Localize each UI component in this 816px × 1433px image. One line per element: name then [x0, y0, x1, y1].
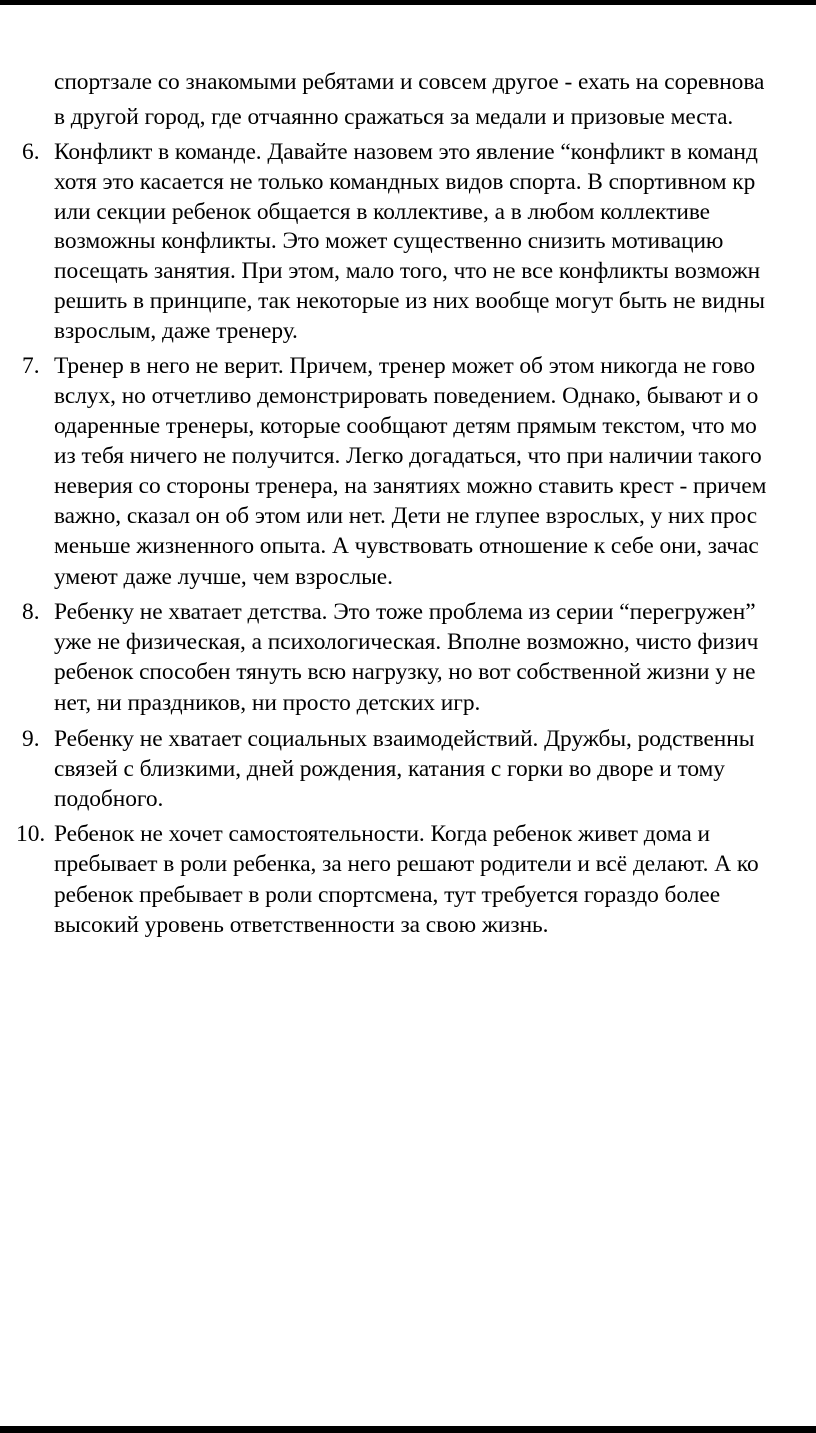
text-line: Ребенку не хватает социальных взаимодействий. Дружбы, родственны: [54, 726, 755, 752]
text-line: нет, ни праздников, ни просто детских игр.: [54, 690, 481, 716]
list-item-number: 7.: [22, 353, 40, 379]
list-item-number: 10.: [16, 821, 46, 847]
text-line: важно, сказал он об этом или нет. Дети не глупее взрослых, у них прос: [54, 503, 758, 529]
text-line: высокий уровень ответственности за свою жизнь.: [54, 912, 549, 938]
text-line: Конфликт в команде. Давайте назовем это явление “конфликт в команд: [54, 139, 758, 165]
text-line: посещать занятия. При этом, мало того, что не все конфликты возможн: [54, 258, 761, 284]
text-line: Ребенок не хочет самостоятельности. Когда ребенок живет дома и: [54, 821, 710, 847]
text-line: меньше жизненного опыта. А чувствовать отношение к себе они, зачас: [54, 533, 759, 559]
text-line: одаренные тренеры, которые сообщают детям прямым текстом, что мо: [54, 413, 757, 439]
text-line: пребывает в роли ребенка, за него решают родители и всё делают. А ко: [54, 851, 759, 877]
text-line: взрослым, даже тренеру.: [54, 318, 298, 344]
text-line: умеют даже лучше, чем взрослые.: [54, 564, 393, 590]
list-item-number: 6.: [22, 139, 40, 165]
text-line: в другой город, где отчаянно сражаться за медали и призовые места.: [54, 104, 734, 130]
text-line: вслух, но отчетливо демонстрировать поведением. Однако, бывают и о: [54, 383, 759, 409]
text-line: или секции ребенок общается в коллективе, а в любом коллективе: [54, 199, 711, 225]
text-line: хотя это касается не только командных видов спорта. В спортивном кр: [54, 169, 756, 195]
list-item-number: 9.: [22, 726, 40, 752]
text-line: ребенок пребывает в роли спортсмена, тут требуется гораздо более: [54, 882, 721, 908]
text-line: спортзале со знакомыми ребятами и совсем другое - ехать на соревнова: [54, 69, 765, 95]
text-line: ребенок способен тянуть всю нагрузку, но вот собственной жизни у не: [54, 659, 756, 685]
bottom-border: [0, 1426, 816, 1433]
text-line: уже не физическая, а психологическая. Вполне возможно, чисто физич: [54, 629, 759, 655]
text-line: связей с близкими, дней рождения, катания с горки во дворе и тому: [54, 756, 725, 782]
text-line: Ребенку не хватает детства. Это тоже проблема из серии “перегружен”: [54, 599, 756, 625]
text-line: Тренер в него не верит. Причем, тренер может об этом никогда не гово: [54, 353, 756, 379]
text-line: решить в принципе, так некоторые из них вообще могут быть не видны: [54, 288, 765, 314]
text-line: возможны конфликты. Это может существенно снизить мотивацию: [54, 228, 724, 254]
text-line: из тебя ничего не получится. Легко догадаться, что при наличии такого: [54, 443, 762, 469]
text-line: подобного.: [54, 786, 164, 812]
text-line: неверия со стороны тренера, на занятиях можно ставить крест - причем: [54, 473, 767, 499]
list-item-number: 8.: [22, 599, 40, 625]
